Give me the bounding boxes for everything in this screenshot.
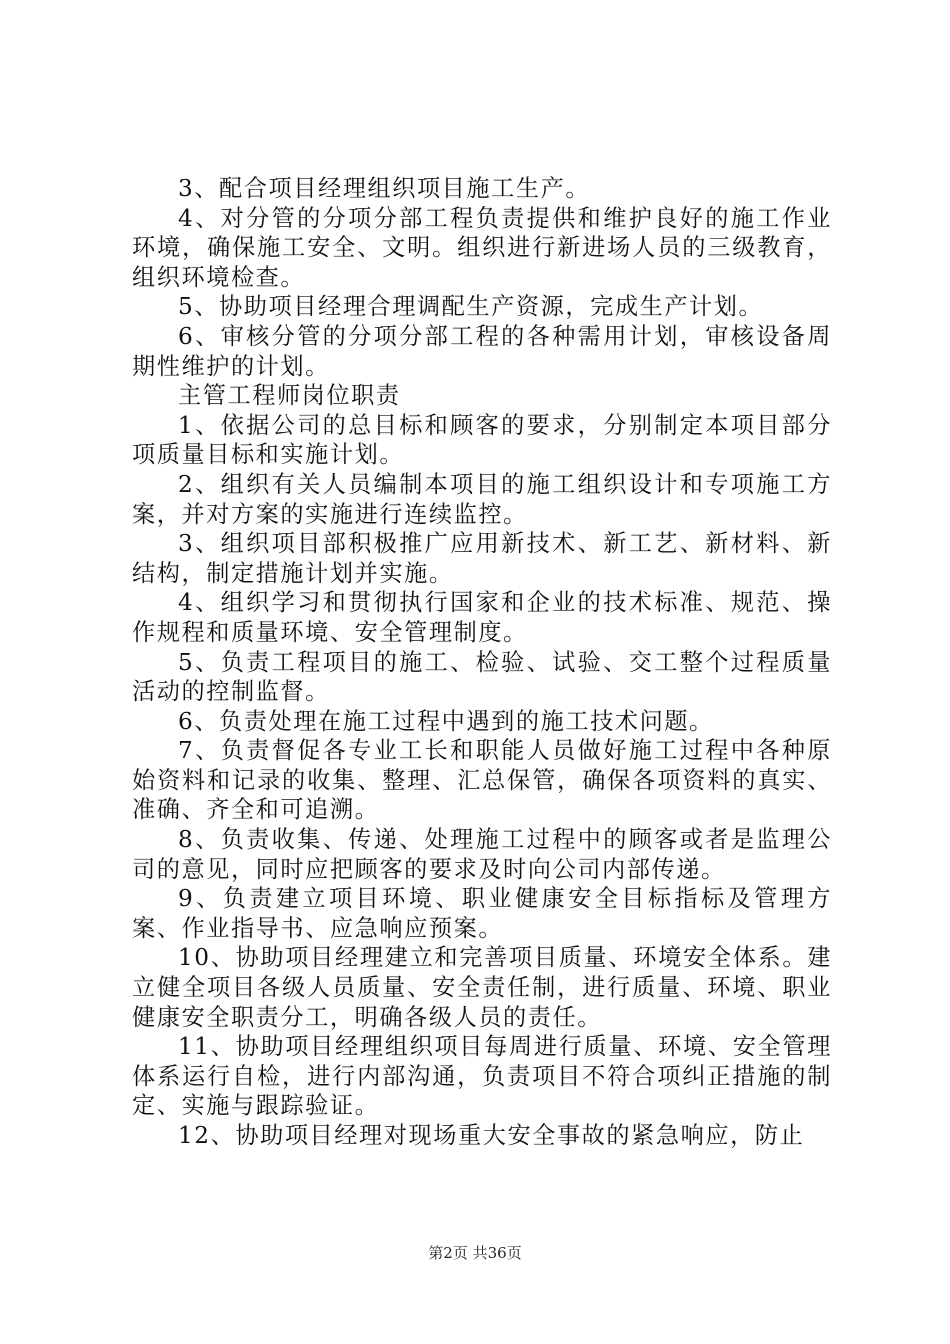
paragraph: 4、组织学习和贯彻执行国家和企业的技术标准、规范、操作规程和质量环境、安全管理制度。 [132, 589, 832, 646]
paragraph: 3、配合项目经理组织项目施工生产。 [178, 175, 591, 202]
document-body [132, 174, 832, 1151]
paragraph: 5、负责工程项目的施工、检验、试验、交工整个过程质量活动的控制监督。 [132, 648, 832, 706]
paragraph: 10、协助项目经理建立和完善项目质量、环境安全体系。建立健全项目各级人员质量、安全责任制，进行质量、环境、职业健康安全职责分工，明确各级人员的责任。 [132, 944, 832, 1031]
paragraph: 12、协助项目经理对现场重大安全事故的紧急响应，防止 [178, 1122, 805, 1149]
paragraph: 7、负责督促各专业工长和职能人员做好施工过程中各种原始资料和记录的收集、整理、汇总保管，确保各项资料的真实、准确、齐全和可追溯。 [132, 737, 832, 824]
page-footer [0, 1243, 950, 1263]
section-heading: 主管工程师岗位职责 [178, 382, 401, 410]
page-number: 第2页 共36页 [428, 1244, 522, 1262]
paragraph: 2、组织有关人员编制本项目的施工组织设计和专项施工方案，并对方案的实施进行连续监控。 [132, 470, 832, 528]
paragraph: 4、对分管的分项分部工程负责提供和维护良好的施工作业环境，确保施工安全、文明。组织进行新进场人员的三级教育，组织环境检查。 [132, 204, 832, 291]
paragraph: 6、审核分管的分项分部工程的各种需用计划，审核设备周期性维护的计划。 [132, 322, 832, 380]
paragraph: 11、协助项目经理组织项目每周进行质量、环境、安全管理体系运行自检，进行内部沟通，负责项目不符合项纠正措施的制定、实施与跟踪验证。 [132, 1033, 832, 1120]
paragraph: 1、依据公司的总目标和顾客的要求，分别制定本项目部分项质量目标和实施计划。 [132, 411, 832, 469]
paragraph: 8、负责收集、传递、处理施工过程中的顾客或者是监理公司的意见，同时应把顾客的要求及时向公司内部传递。 [132, 826, 832, 883]
paragraph: 3、组织项目部积极推广应用新技术、新工艺、新材料、新结构，制定措施计划并实施。 [132, 530, 832, 587]
paragraph: 6、负责处理在施工过程中遇到的施工技术问题。 [178, 707, 714, 735]
paragraph: 9、负责建立项目环境、职业健康安全目标指标及管理方案、作业指导书、应急响应预案。 [132, 885, 832, 942]
paragraph: 5、协助项目经理合理调配生产资源，完成生产计划。 [178, 293, 764, 321]
